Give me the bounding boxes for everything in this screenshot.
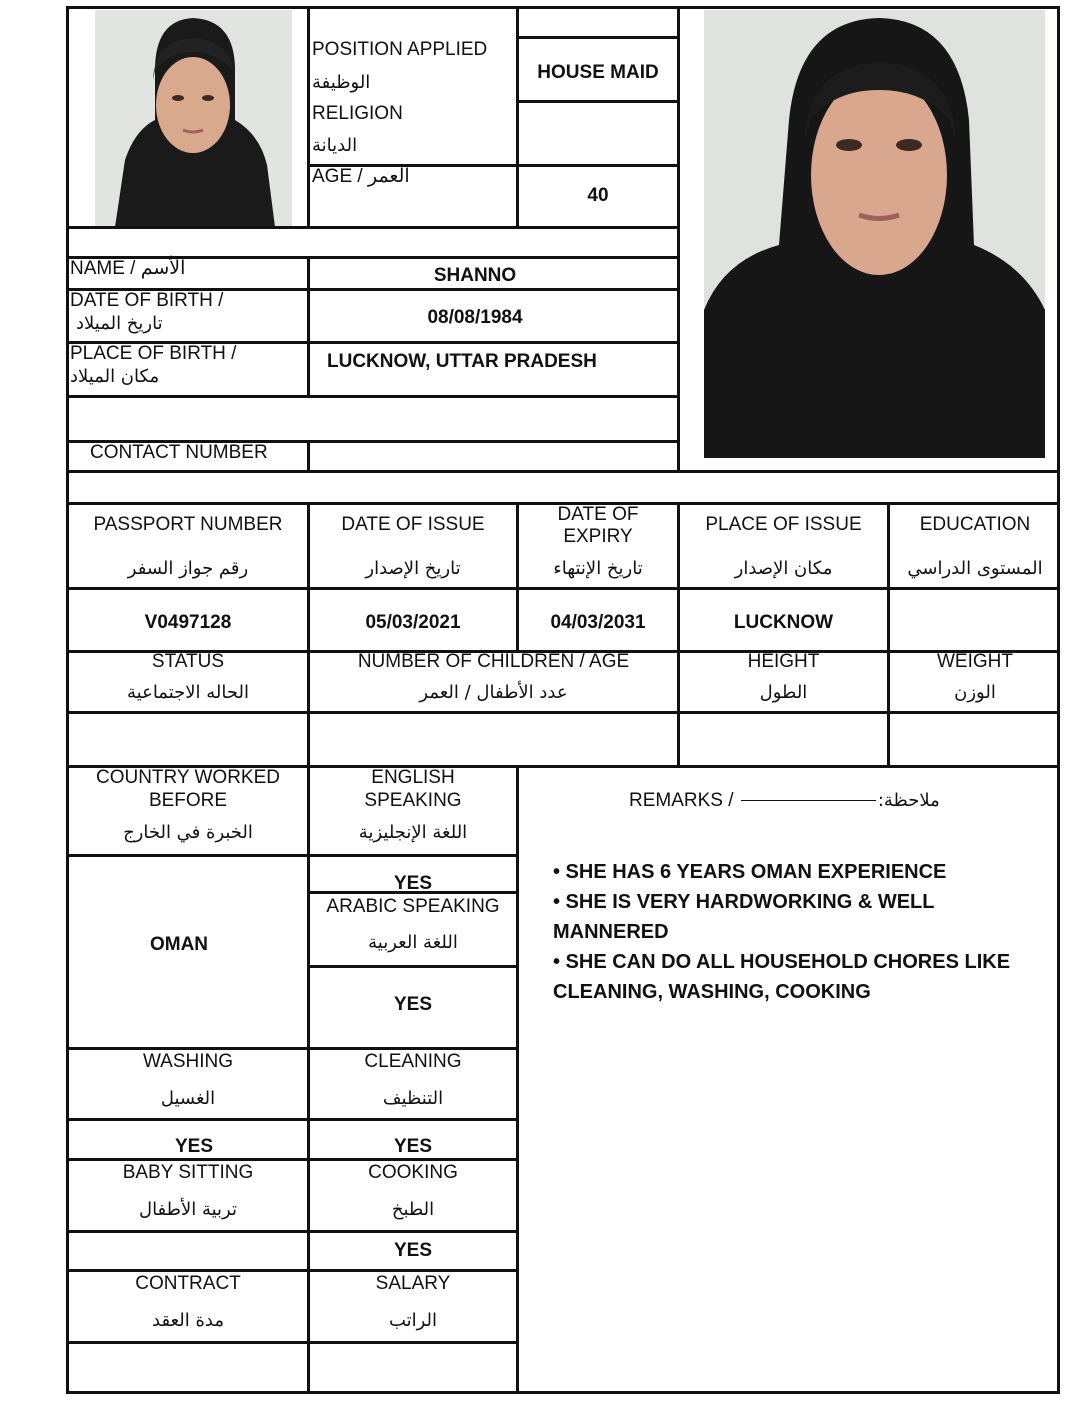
cleaning-label-ar: التنظيف bbox=[382, 1088, 444, 1109]
remarks-list bbox=[553, 857, 1010, 1007]
name-label: NAME / الأسم bbox=[70, 258, 186, 279]
position-label-ar: الوظيفة bbox=[312, 72, 371, 93]
age-value: 40 bbox=[587, 185, 609, 206]
weight-label: WEIGHT bbox=[937, 651, 1013, 672]
cleaning-value: YES bbox=[393, 1136, 433, 1157]
issue-date-label-ar: تاريخ الإصدار bbox=[365, 558, 461, 579]
expiry-date-value: 04/03/2031 bbox=[550, 612, 646, 633]
arabic-label: ARABIC SPEAKING bbox=[326, 896, 500, 917]
dob-label: DATE OF BIRTH / bbox=[70, 290, 224, 311]
country-label-2: BEFORE bbox=[148, 790, 228, 811]
religion-label: RELIGION bbox=[312, 103, 403, 124]
status-label: STATUS bbox=[151, 651, 225, 672]
country-value: OMAN bbox=[149, 934, 209, 955]
baby-sitting-label: BABY SITTING bbox=[122, 1162, 254, 1183]
english-label-2: SPEAKING bbox=[364, 790, 462, 811]
cooking-label: COOKING bbox=[368, 1162, 458, 1183]
remark-line: MANNERED bbox=[553, 921, 669, 943]
expiry-label-ar: تاريخ الإنتهاء bbox=[553, 558, 643, 579]
dob-label-ar: تاريخ الميلاد bbox=[76, 313, 163, 334]
place-issue-label: PLACE OF ISSUE bbox=[705, 514, 862, 535]
remarks-label-en: REMARKS / bbox=[629, 790, 739, 811]
issue-date-label: DATE OF ISSUE bbox=[341, 514, 485, 535]
large-photo bbox=[704, 10, 1045, 458]
pob-value: LUCKNOW, UTTAR PRADESH bbox=[327, 351, 597, 372]
washing-value: YES bbox=[174, 1136, 214, 1157]
age-label: AGE / العمر bbox=[312, 166, 410, 187]
children-label: NUMBER OF CHILDREN / AGE bbox=[357, 651, 630, 672]
english-label-ar: اللغة الإنجليزية bbox=[358, 822, 468, 843]
passport-number-label: PASSPORT NUMBER bbox=[93, 514, 283, 535]
height-label: HEIGHT bbox=[747, 651, 820, 672]
small-photo bbox=[95, 10, 292, 227]
expiry-label-1: DATE OF bbox=[557, 504, 639, 525]
cleaning-label: CLEANING bbox=[364, 1051, 462, 1072]
pob-label-ar: مكان الميلاد bbox=[70, 366, 160, 387]
remark-line: • SHE HAS 6 YEARS OMAN EXPERIENCE bbox=[553, 861, 947, 883]
status-label-ar: الحاله الاجتماعية bbox=[127, 682, 249, 703]
contract-label: CONTRACT bbox=[135, 1273, 241, 1294]
cooking-label-ar: الطبخ bbox=[391, 1199, 435, 1220]
contact-label: CONTACT NUMBER bbox=[90, 442, 268, 463]
place-issue-value: LUCKNOW bbox=[733, 612, 834, 633]
issue-date-value: 05/03/2021 bbox=[365, 612, 461, 633]
salary-label: SALARY bbox=[375, 1273, 451, 1294]
dob-value: 08/08/1984 bbox=[427, 307, 523, 328]
height-label-ar: الطول bbox=[759, 682, 808, 703]
country-label-1: COUNTRY WORKED bbox=[95, 767, 281, 788]
weight-label-ar: الوزن bbox=[954, 682, 996, 703]
english-label-1: ENGLISH bbox=[371, 767, 455, 788]
salary-label-ar: الراتب bbox=[388, 1310, 438, 1331]
cooking-value: YES bbox=[393, 1240, 433, 1261]
washing-label: WASHING bbox=[142, 1051, 234, 1072]
english-value: YES bbox=[393, 873, 433, 894]
passport-number-value: V0497128 bbox=[144, 612, 232, 633]
place-issue-label-ar: مكان الإصدار bbox=[734, 558, 833, 579]
arabic-value: YES bbox=[393, 994, 433, 1015]
name-value: SHANNO bbox=[433, 265, 517, 286]
arabic-label-ar: اللغة العربية bbox=[368, 932, 458, 953]
religion-label-ar: الديانة bbox=[312, 135, 358, 156]
expiry-label-2: EXPIRY bbox=[563, 526, 633, 547]
children-label-ar: عدد الأطفال / العمر bbox=[419, 682, 568, 703]
position-value: HOUSE MAID bbox=[537, 62, 659, 83]
position-label: POSITION APPLIED bbox=[312, 39, 488, 60]
remark-line: CLEANING, WASHING, COOKING bbox=[553, 981, 871, 1003]
pob-label: PLACE OF BIRTH / bbox=[70, 343, 237, 364]
remark-line: • SHE IS VERY HARDWORKING & WELL bbox=[553, 891, 935, 913]
baby-sitting-label-ar: تربية الأطفال bbox=[138, 1199, 237, 1220]
remarks-heading bbox=[629, 790, 940, 812]
education-label: EDUCATION bbox=[919, 514, 1031, 535]
education-label-ar: المستوى الدراسي bbox=[907, 558, 1043, 579]
passport-number-label-ar: رقم جواز السفر bbox=[127, 558, 249, 579]
washing-label-ar: الغسيل bbox=[160, 1088, 216, 1109]
remarks-label-ar: ملاحظة: bbox=[877, 790, 940, 811]
country-label-ar: الخبرة في الخارج bbox=[123, 822, 253, 843]
contract-label-ar: مدة العقد bbox=[152, 1310, 224, 1331]
remark-line: • SHE CAN DO ALL HOUSEHOLD CHORES LIKE bbox=[553, 951, 1011, 973]
